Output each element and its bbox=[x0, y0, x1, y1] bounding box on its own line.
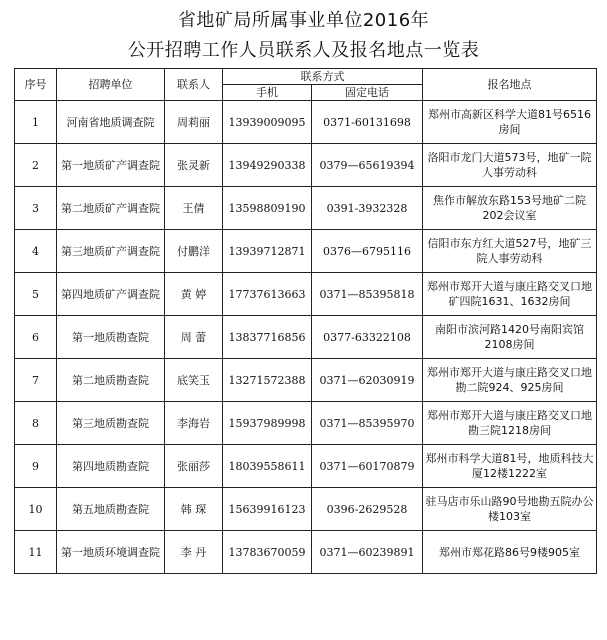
cell-landline: 0396-2629528 bbox=[312, 488, 423, 531]
header-unit: 招聘单位 bbox=[57, 69, 165, 101]
cell-landline: 0371—60170879 bbox=[312, 445, 423, 488]
cell-seq: 1 bbox=[15, 101, 57, 144]
table-row bbox=[15, 187, 597, 230]
cell-mobile: 13783670059 bbox=[223, 531, 312, 574]
cell-address: 郑州市郑开大道与康庄路交叉口地勘三院1218房间 bbox=[423, 402, 597, 445]
cell-address: 洛阳市龙门大道573号，地矿一院人事劳动科 bbox=[423, 144, 597, 187]
cell-mobile: 13271572388 bbox=[223, 359, 312, 402]
cell-mobile: 13598809190 bbox=[223, 187, 312, 230]
cell-contact: 张灵新 bbox=[165, 144, 223, 187]
table-row bbox=[15, 230, 597, 273]
cell-address: 郑州市郑花路86号9楼905室 bbox=[423, 531, 597, 574]
cell-contact: 周 蕾 bbox=[165, 316, 223, 359]
cell-seq: 2 bbox=[15, 144, 57, 187]
cell-landline: 0371—60239891 bbox=[312, 531, 423, 574]
table-body bbox=[15, 101, 597, 574]
cell-landline: 0379—65619394 bbox=[312, 144, 423, 187]
cell-landline: 0371—85395818 bbox=[312, 273, 423, 316]
header-contact-method: 联系方式 bbox=[223, 69, 423, 85]
cell-address: 郑州市高新区科学大道81号6516房间 bbox=[423, 101, 597, 144]
cell-seq: 4 bbox=[15, 230, 57, 273]
table-row bbox=[15, 316, 597, 359]
cell-seq: 8 bbox=[15, 402, 57, 445]
cell-address: 信阳市东方红大道527号，地矿三院人事劳动科 bbox=[423, 230, 597, 273]
cell-seq: 7 bbox=[15, 359, 57, 402]
page-title-line2: 公开招聘工作人员联系人及报名地点一览表 bbox=[127, 40, 480, 61]
table-row bbox=[15, 488, 597, 531]
cell-contact: 王倩 bbox=[165, 187, 223, 230]
table-row bbox=[15, 445, 597, 488]
cell-address: 郑州市科学大道81号，地质科技大厦12楼1222室 bbox=[423, 445, 597, 488]
header-landline: 固定电话 bbox=[312, 85, 423, 101]
table-row bbox=[15, 359, 597, 402]
cell-mobile: 13939712871 bbox=[223, 230, 312, 273]
cell-mobile: 15639916123 bbox=[223, 488, 312, 531]
cell-landline: 0371—62030919 bbox=[312, 359, 423, 402]
cell-address: 焦作市解放东路153号地矿二院202会议室 bbox=[423, 187, 597, 230]
cell-landline: 0377-63322108 bbox=[312, 316, 423, 359]
table-row bbox=[15, 402, 597, 445]
cell-unit: 第二地质矿产调查院 bbox=[57, 187, 165, 230]
cell-contact: 底笑玉 bbox=[165, 359, 223, 402]
cell-mobile: 18039558611 bbox=[223, 445, 312, 488]
cell-unit: 第一地质勘查院 bbox=[57, 316, 165, 359]
cell-seq: 11 bbox=[15, 531, 57, 574]
table-row bbox=[15, 531, 597, 574]
cell-address: 郑州市郑开大道与康庄路交叉口地矿四院1631、1632房间 bbox=[423, 273, 597, 316]
header-contact: 联系人 bbox=[165, 69, 223, 101]
cell-unit: 第一地质环境调查院 bbox=[57, 531, 165, 574]
cell-contact: 李 丹 bbox=[165, 531, 223, 574]
table-row bbox=[15, 273, 597, 316]
cell-unit: 第三地质勘查院 bbox=[57, 402, 165, 445]
contact-table bbox=[14, 68, 597, 574]
cell-mobile: 13939009095 bbox=[223, 101, 312, 144]
header-address: 报名地点 bbox=[423, 69, 597, 101]
cell-address: 南阳市滨河路1420号南阳宾馆2108房间 bbox=[423, 316, 597, 359]
cell-landline: 0376—6795116 bbox=[312, 230, 423, 273]
cell-contact: 张丽莎 bbox=[165, 445, 223, 488]
cell-unit: 第四地质矿产调查院 bbox=[57, 273, 165, 316]
cell-seq: 10 bbox=[15, 488, 57, 531]
cell-contact: 黄 婷 bbox=[165, 273, 223, 316]
cell-landline: 0371-60131698 bbox=[312, 101, 423, 144]
cell-unit: 第四地质勘查院 bbox=[57, 445, 165, 488]
table-row bbox=[15, 144, 597, 187]
cell-seq: 6 bbox=[15, 316, 57, 359]
cell-mobile: 15937989998 bbox=[223, 402, 312, 445]
cell-mobile: 13837716856 bbox=[223, 316, 312, 359]
cell-unit: 第三地质矿产调查院 bbox=[57, 230, 165, 273]
cell-unit: 第二地质勘查院 bbox=[57, 359, 165, 402]
cell-landline: 0371—85395970 bbox=[312, 402, 423, 445]
cell-contact: 周莉丽 bbox=[165, 101, 223, 144]
cell-unit: 第五地质勘查院 bbox=[57, 488, 165, 531]
cell-mobile: 17737613663 bbox=[223, 273, 312, 316]
cell-unit: 第一地质矿产调查院 bbox=[57, 144, 165, 187]
header-seq: 序号 bbox=[15, 69, 57, 101]
cell-contact: 付鹏洋 bbox=[165, 230, 223, 273]
cell-address: 郑州市郑开大道与康庄路交叉口地勘二院924、925房间 bbox=[423, 359, 597, 402]
cell-seq: 9 bbox=[15, 445, 57, 488]
cell-address: 驻马店市乐山路90号地勘五院办公楼103室 bbox=[423, 488, 597, 531]
cell-contact: 李海岩 bbox=[165, 402, 223, 445]
table-row bbox=[15, 101, 597, 144]
cell-seq: 3 bbox=[15, 187, 57, 230]
cell-unit: 河南省地质调查院 bbox=[57, 101, 165, 144]
cell-mobile: 13949290338 bbox=[223, 144, 312, 187]
cell-seq: 5 bbox=[15, 273, 57, 316]
header-mobile: 手机 bbox=[223, 85, 312, 101]
cell-contact: 韩 琛 bbox=[165, 488, 223, 531]
page-title-line1: 省地矿局所属事业单位2016年 bbox=[177, 10, 430, 31]
cell-landline: 0391-3932328 bbox=[312, 187, 423, 230]
